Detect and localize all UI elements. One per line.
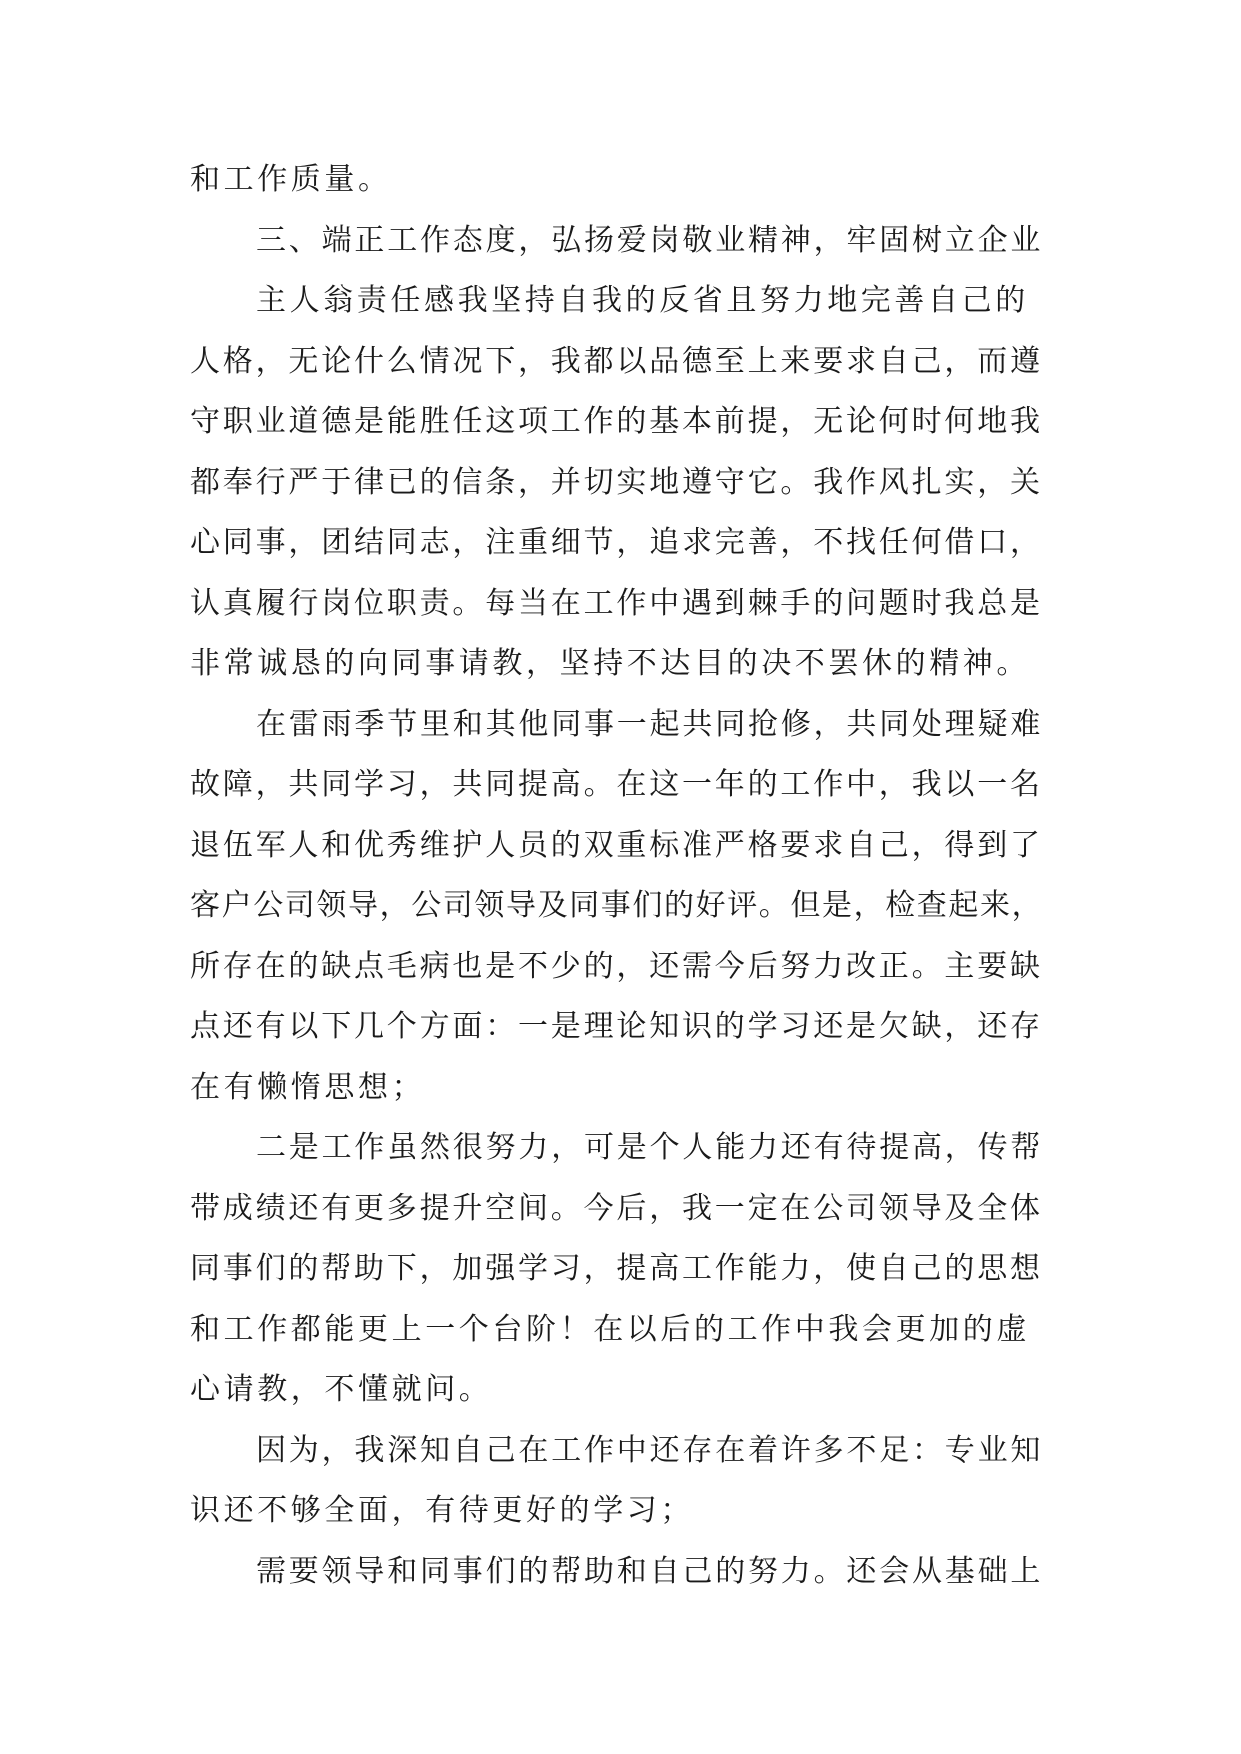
text-line: 人格，无论什么情况下，我都以品德至上来要求自己，而遵: [190, 343, 1043, 379]
text-line: 在有懒惰思想；: [190, 1069, 426, 1105]
text-line: 带成绩还有更多提升空间。今后，我一定在公司领导及全体: [190, 1190, 1043, 1226]
text-line: 都奉行严于律已的信条，并切实地遵守它。我作风扎实，关: [190, 464, 1043, 500]
text-line: 在雷雨季节里和其他同事一起共同抢修，共同处理疑难: [256, 706, 1044, 742]
text-line: 心同事，团结同志，注重细节，追求完善，不找任何借口，: [190, 525, 1043, 560]
text-line: 认真履行岗位职责。每当在工作中遇到棘手的问题时我总是: [190, 585, 1043, 621]
text-line: 非常诚恳的向同事请教，坚持不达目的决不罢休的精神。: [190, 646, 1030, 681]
text-line: 故障，共同学习，共同提高。在这一年的工作中，我以一名: [190, 767, 1043, 802]
text-line: 客户公司领导，公司领导及同事们的好评。但是，检查起来，: [190, 888, 1044, 923]
text-line: 因为，我深知自己在工作中还存在着许多不足：专业知: [256, 1432, 1044, 1468]
text-line: 守职业道德是能胜任这项工作的基本前提，无论何时何地我: [190, 404, 1043, 439]
text-line: 识还不够全面，有待更好的学习；: [190, 1493, 694, 1528]
text-line: 和工作质量。: [190, 162, 392, 197]
text-line: 二是工作虽然很努力，可是个人能力还有待提高，传帮: [256, 1130, 1044, 1165]
body-text: [190, 150, 1050, 1602]
text-line: 主人翁责任感我坚持自我的反省且努力地完善自己的: [256, 283, 1029, 318]
text-line: 所存在的缺点毛病也是不少的，还需今后努力改正。主要缺: [190, 948, 1043, 984]
text-line: 同事们的帮助下，加强学习，提高工作能力，使自己的思想: [190, 1251, 1043, 1286]
text-line: 退伍军人和优秀维护人员的双重标准严格要求自己，得到了: [190, 827, 1043, 863]
text-line: 和工作都能更上一个台阶！在以后的工作中我会更加的虚: [190, 1311, 1030, 1347]
text-line: 心请教，不懂就问。: [190, 1372, 493, 1407]
text-line: 三、端正工作态度，弘扬爱岗敬业精神，牢固树立企业: [256, 222, 1044, 258]
text-line: 点还有以下几个方面：一是理论知识的学习还是欠缺，还存: [190, 1009, 1043, 1044]
text-line: 需要领导和同事们的帮助和自己的努力。还会从基础上: [256, 1553, 1044, 1589]
